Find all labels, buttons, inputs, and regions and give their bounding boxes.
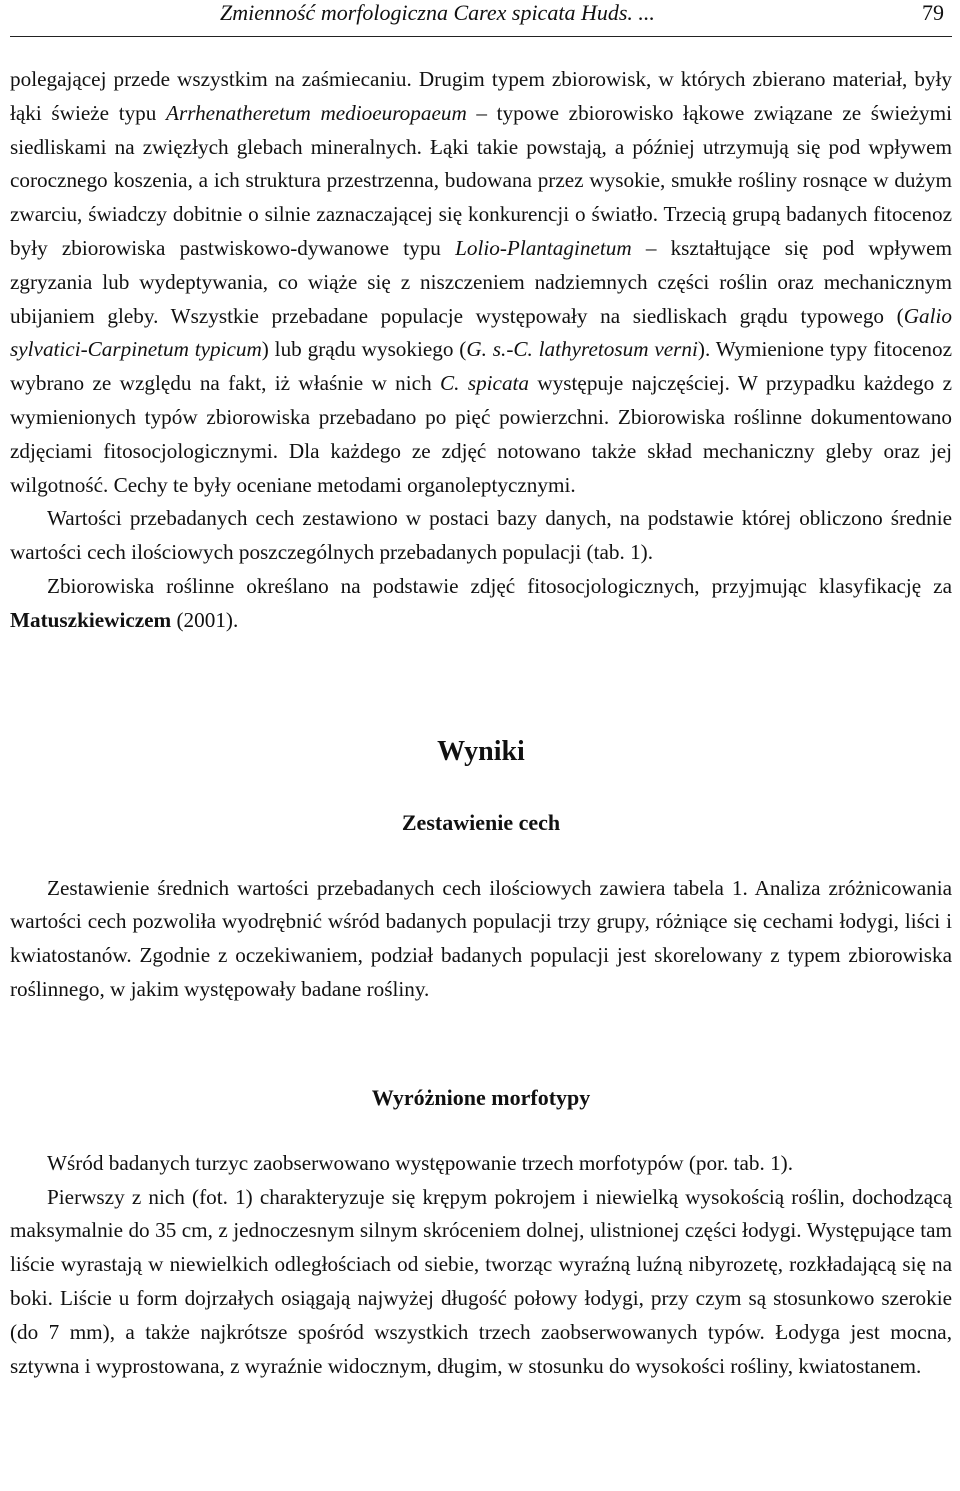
section-heading-results: Wyniki <box>437 735 525 767</box>
taxon-name: Lolio-Plantaginetum <box>455 235 632 260</box>
taxon-name: Galio sylvatici-Carpinetum typicum <box>10 303 952 362</box>
text-run: polegającej przede wszystkim na zaśmiecaniu. Drugim typem zbiorowisk, w których zbierano materiał, były łąki świeże typu <box>10 67 952 125</box>
article-body <box>10 63 952 1383</box>
paragraph-morphotypes-intro: Wśród badanych turzyc zaobserwowano występowanie trzech morfotypów (por. tab. 1). <box>47 1150 794 1175</box>
paragraph-classification <box>10 570 952 638</box>
cited-author: Matuszkiewiczem <box>10 607 172 632</box>
text-run: ). Wymienione typy fitocenoz wybrano ze względu na fakt, iż właśnie w nich <box>10 337 953 396</box>
running-head <box>10 0 952 37</box>
taxon-name: G. s.-C. lathyretosum verni <box>466 337 698 362</box>
page <box>10 0 952 1383</box>
subsection-heading-traits: Zestawienie cech <box>401 809 561 835</box>
text-run: – typowe zbiorowisko łąkowe związane ze świeżymi siedliskami na zwięzłych glebach mineralnych. Łąki takie powstają, a później utrzymują się pod wpływem corocznego koszenia, a ich struktura przestrzenna, budowana przez wysokie, smukłe rośliny rosnące w dużym zwarciu, świadczy dobitnie o silnie zaznaczającej się konkurencji o światło. Trzecią grupą badanych fitocenoz były zbiorowiska pastwiskowo-dywanowe typu <box>10 100 952 260</box>
paragraph-traits: Zestawienie średnich wartości przebadanych cech ilościowych zawiera tabela 1. Analiza zróżnicowania wartości cech pozwoliła wyodrębnić wśród badanych populacji trzy grupy, różniące się cechami łodygi, liści i kwiatostanów. Zgodnie z oczekiwaniem, podział badanych populacji jest skorelowany z typem zbiorowiska roślinnego, w jakim występowały badane rośliny. <box>10 875 952 1001</box>
paragraph-database: Wartości przebadanych cech zestawiono w postaci bazy danych, na podstawie której obliczono średnie wartości cech ilościowych poszczególnych przebadanych populacji (tab. 1). <box>10 506 952 565</box>
text-run: Zbiorowiska roślinne określano na podstawie zdjęć fitosocjologicznych, przyjmując klasyfikację za <box>47 573 952 598</box>
text-run: ) lub grądu wysokiego ( <box>261 337 467 362</box>
page-number: 79 <box>922 0 944 25</box>
subsection-heading-morphotypes: Wyróżnione morfotypy <box>371 1084 591 1110</box>
paragraph-methods-communities <box>10 63 952 502</box>
running-title: Zmienność morfologiczna Carex spicata Huds. ... <box>220 0 655 25</box>
text-run: występuje najczęściej. W przypadku każdego z wymienionych typów zbiorowiska przebadano po pięć powierzchni. Zbiorowiska roślinne dokumentowano zdjęciami fitosocjologicznymi. Dla każdego ze zdjęć notowano także skład mechaniczny gleby oraz jej wilgotność. Cechy te były oceniane metodami organoleptycznymi. <box>10 371 952 497</box>
taxon-name: Arrhenatheretum medioeuropaeum <box>166 100 467 125</box>
paragraph-first-morphotype: Pierwszy z nich (fot. 1) charakteryzuje się krępym pokrojem i niewielką wysokością roślin, dochodzącą maksymalnie do 35 cm, z jednoczesnym silnym skróceniem dolnej, ulistnionej części łodygi. Występujące tam liście wyrastają w niewielkich odległościach od siebie, tworząc wyraźną luźną nibyrozetę, rozkładającą się na boki. Liście u form dojrzałych osiągają najwyżej długość połowy łodygi, przy czym są stosunkowo szerokie (do 7 mm), a także najkrótsze spośród wszystkich trzech zaobserwowanych typów. Łodyga jest mocna, sztywna i wyprostowana, z wyraźnie widocznym, długim, w stosunku do wysokości rośliny, kwiatostanem. <box>10 1184 952 1378</box>
text-run: – kształtujące się pod wpływem zgryzania lub wydeptywania, co wiąże się z niszczeniem nadziemnych części roślin oraz mechanicznym ubijaniem gleby. Wszystkie przebadane populacje występowały na siedliskach grądu typowego ( <box>10 235 952 328</box>
text-run: (2001). <box>171 607 239 632</box>
taxon-name: C. spicata <box>440 371 530 396</box>
